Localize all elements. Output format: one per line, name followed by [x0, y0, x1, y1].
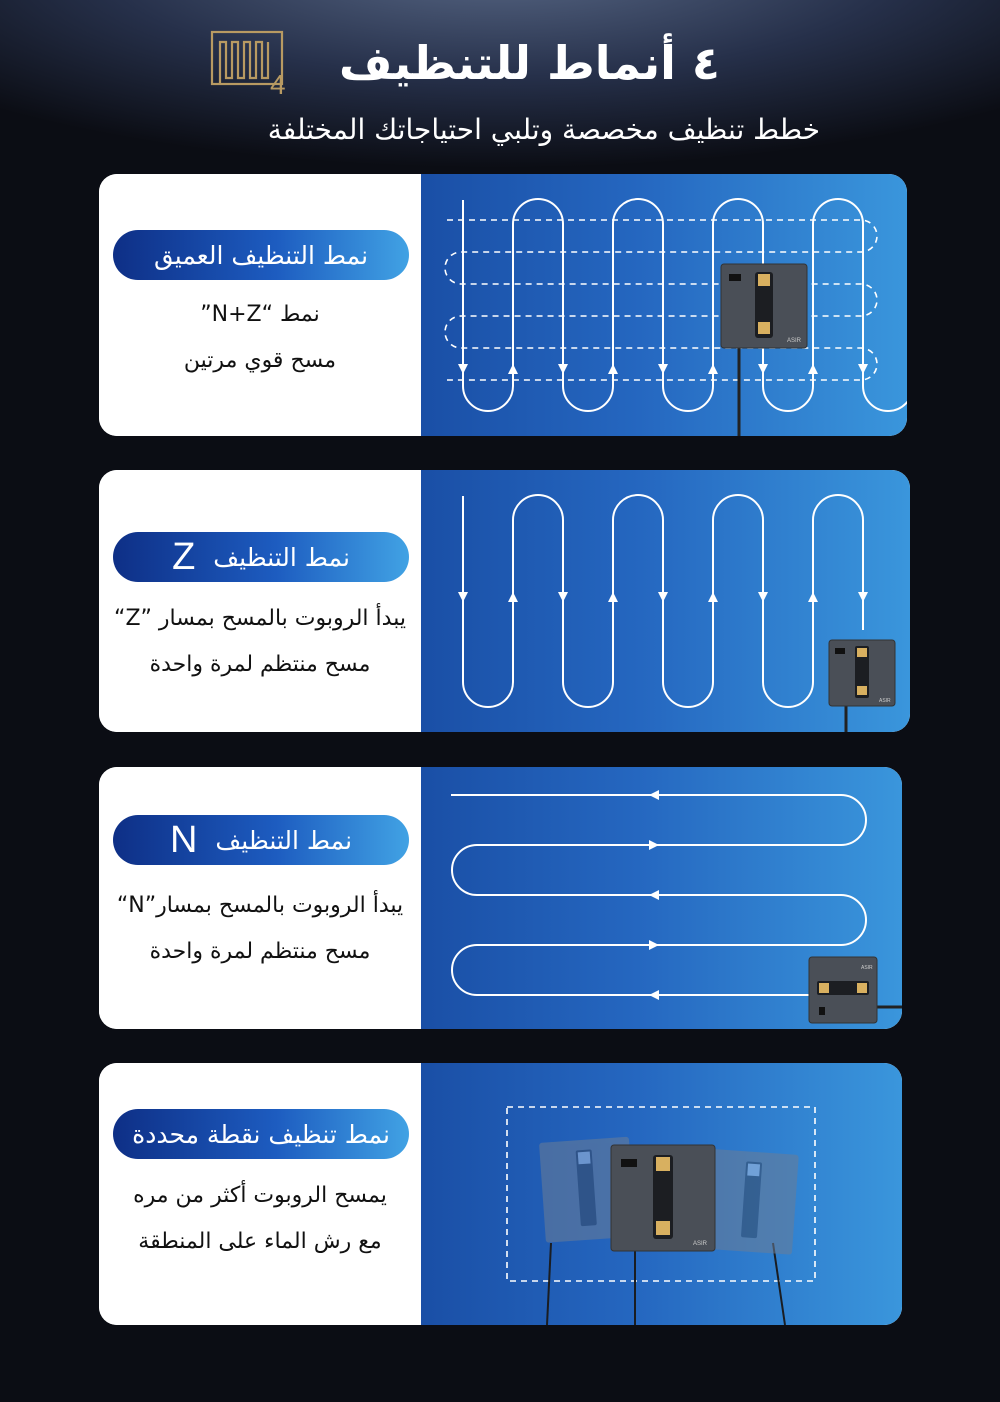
mode-description — [99, 596, 421, 688]
arrow-icon — [658, 364, 668, 374]
arrow-icon — [658, 592, 668, 602]
path-diagram — [421, 1063, 902, 1325]
mode-desc-line-1: يبدأ الروبوت بالمسح بمسار”N“ — [116, 893, 404, 918]
page-title: ٤ أنماط للتنظيف — [338, 36, 720, 90]
mode-description — [99, 883, 421, 975]
robot-brand: ASIR — [693, 1241, 708, 1247]
arrow-icon — [508, 364, 518, 374]
mode-card-deep — [99, 174, 907, 436]
robot-icon — [706, 1149, 799, 1255]
mode-text-panel — [99, 470, 421, 732]
mode-illustration — [421, 470, 910, 732]
mode-illustration — [421, 767, 902, 1029]
mode-desc-line-1: يمسح الروبوت أكثر من مره — [133, 1183, 387, 1208]
robot-brand: ASIR — [879, 698, 891, 704]
arrow-icon — [858, 364, 868, 374]
header — [0, 0, 1000, 170]
arrow-icon — [458, 592, 468, 602]
arrow-icon — [558, 364, 568, 374]
robot-icon — [829, 640, 895, 706]
mode-desc-line-1: نمط “N+Z” — [200, 302, 320, 327]
arrow-icon — [649, 890, 659, 900]
arrow-icon — [649, 990, 659, 1000]
mode-card-z — [99, 470, 910, 732]
arrow-icon — [858, 592, 868, 602]
arrow-icon — [808, 364, 818, 374]
arrow-icon — [708, 364, 718, 374]
mode-label-pill — [113, 1109, 409, 1159]
mode-text-panel — [99, 174, 421, 436]
mode-label-pill — [113, 532, 409, 582]
mode-label: نمط التنظيف — [213, 542, 350, 572]
arrow-icon — [808, 592, 818, 602]
mode-description — [99, 292, 421, 384]
mode-label: نمط تنظيف نقطة محددة — [132, 1119, 390, 1149]
logo-number: 4 — [270, 69, 286, 98]
mode-label: نمط التنظيف العميق — [153, 240, 369, 270]
mode-label-pill — [113, 230, 409, 280]
arrow-icon — [608, 364, 618, 374]
robot-icon — [611, 1145, 715, 1251]
arrow-icon — [708, 592, 718, 602]
mode-text-panel — [99, 1063, 421, 1325]
mode-desc-line-2: مع رش الماء على المنطقة — [138, 1229, 382, 1254]
robot-brand: ASIR — [787, 338, 802, 344]
mode-label: نمط التنظيف — [215, 825, 353, 855]
mode-letter: N — [169, 818, 198, 861]
mode-card-n — [99, 767, 902, 1029]
pattern-4-logo-icon — [210, 30, 294, 98]
mode-letter: Z — [172, 535, 196, 578]
arrow-icon — [458, 364, 468, 374]
arrow-icon — [608, 592, 618, 602]
mode-text-panel — [99, 767, 421, 1029]
arrow-icon — [558, 592, 568, 602]
mode-illustration — [421, 174, 907, 436]
arrow-icon — [649, 790, 659, 800]
arrow-icon — [508, 592, 518, 602]
arrow-icon — [758, 592, 768, 602]
arrow-icon — [758, 364, 768, 374]
robot-brand: ASIR — [861, 965, 873, 971]
arrow-icon — [649, 840, 659, 850]
mode-label-pill — [113, 815, 409, 865]
mode-illustration — [421, 1063, 902, 1325]
page-subtitle: خطط تنظيف مخصصة وتلبي احتياجاتك المختلفة — [267, 113, 820, 146]
path-diagram — [421, 470, 910, 732]
path-diagram — [421, 767, 902, 1029]
path-diagram — [421, 174, 907, 436]
mode-description — [99, 1173, 421, 1265]
arrow-icon — [649, 940, 659, 950]
mode-card-spot — [99, 1063, 902, 1325]
mode-desc-line-1: يبدأ الروبوت بالمسح بمسار ”Z“ — [114, 606, 406, 631]
mode-desc-line-2: مسح قوي مرتين — [183, 348, 337, 373]
robot-icon — [721, 264, 807, 348]
mode-desc-line-2: مسح منتظم لمرة واحدة — [149, 652, 371, 677]
mode-desc-line-2: مسح منتظم لمرة واحدة — [149, 939, 371, 964]
robot-icon — [809, 957, 877, 1023]
